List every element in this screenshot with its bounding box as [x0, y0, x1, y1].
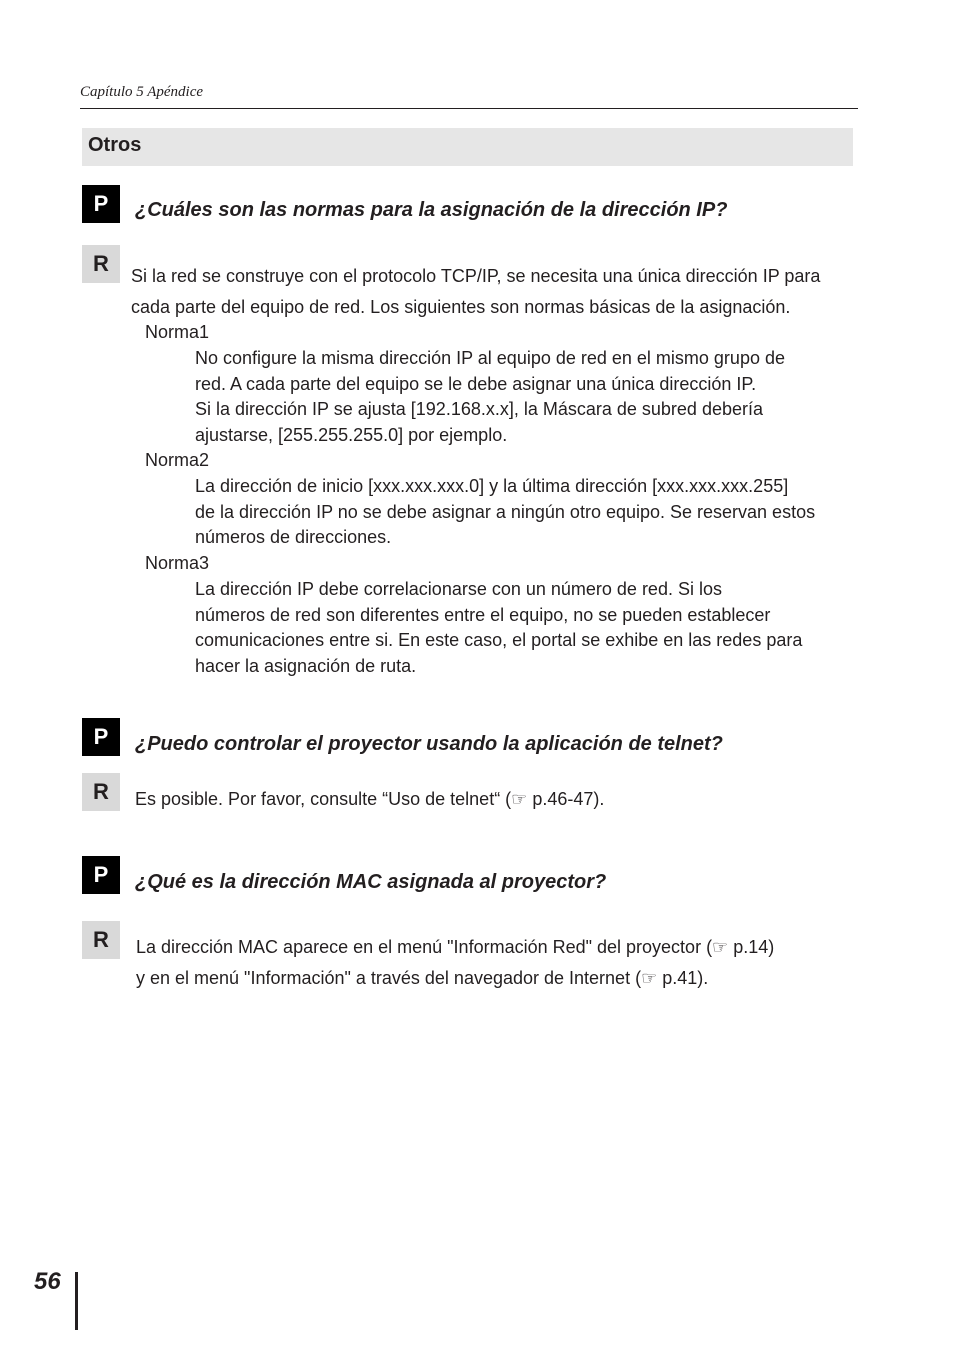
question-badge: P	[82, 856, 120, 894]
norm-line: comunicaciones entre si. En este caso, el portal se exhibe en las redes para	[195, 630, 803, 651]
norm-label-2: Norma2	[145, 450, 210, 470]
norm-line: La dirección IP debe correlacionarse con un número de red. Si los	[195, 579, 722, 599]
answer-line: y en el menú "Información" a través del navegador de Internet (☞ p.41).	[136, 968, 709, 988]
norm-label-1: Norma1	[145, 322, 210, 342]
chapter-header: Capítulo 5 Apéndice	[80, 84, 204, 100]
section-bar	[82, 128, 853, 166]
faq-question-1: ¿Cuáles son las normas para la asignación de la dirección IP?	[135, 199, 728, 221]
faq-answer-3	[136, 932, 774, 994]
page-number-bar	[75, 1272, 78, 1330]
norm-line: Si la dirección IP se ajusta [192.168.x.x], la Máscara de subred debería	[195, 399, 763, 420]
norm-line: números de direcciones.	[195, 527, 392, 548]
norm-line: La dirección de inicio [xxx.xxx.xxx.0] y la última dirección [xxx.xxx.xxx.255]	[195, 476, 789, 496]
answer-badge: R	[82, 773, 120, 811]
faq-question-2: ¿Puedo controlar el proyector usando la aplicación de telnet?	[135, 733, 723, 755]
norm-line: No configure la misma dirección IP al equipo de red en el mismo grupo de	[195, 348, 785, 368]
answer-line: cada parte del equipo de red. Los siguientes son normas básicas de la asignación.	[131, 297, 791, 317]
norm-line: red. A cada parte del equipo se le debe asignar una única dirección IP.	[195, 373, 757, 394]
answer-line: La dirección MAC aparece en el menú "Información Red" del proyector (☞ p.14)	[136, 937, 775, 957]
norm-line: números de red son diferentes entre el equipo, no se pueden establecer	[195, 604, 771, 625]
answer-line: Es posible. Por favor, consulte “Uso de telnet“ (☞ p.46-47).	[135, 789, 605, 809]
page-number: 56	[34, 1268, 61, 1295]
norm-body-2	[195, 474, 815, 551]
norm-line: hacer la asignación de ruta.	[195, 656, 417, 677]
section-title: Otros	[88, 134, 142, 156]
norm-body-1	[195, 346, 785, 449]
faq-answer-2	[135, 784, 604, 815]
answer-badge: R	[82, 245, 120, 283]
header-rule	[80, 108, 858, 109]
faq-answer-1	[131, 261, 820, 323]
answer-badge: R	[82, 921, 120, 959]
question-badge: P	[82, 185, 120, 223]
norm-label-3: Norma3	[145, 553, 210, 573]
answer-line: Si la red se construye con el protocolo TCP/IP, se necesita una única dirección IP para	[131, 266, 821, 286]
norm-line: de la dirección IP no se debe asignar a ningún otro equipo. Se reservan estos	[195, 501, 816, 522]
question-badge: P	[82, 718, 120, 756]
faq-question-3: ¿Qué es la dirección MAC asignada al proyector?	[135, 871, 607, 893]
norm-line: ajustarse, [255.255.255.0] por ejemplo.	[195, 425, 508, 446]
norm-body-3	[195, 577, 802, 680]
